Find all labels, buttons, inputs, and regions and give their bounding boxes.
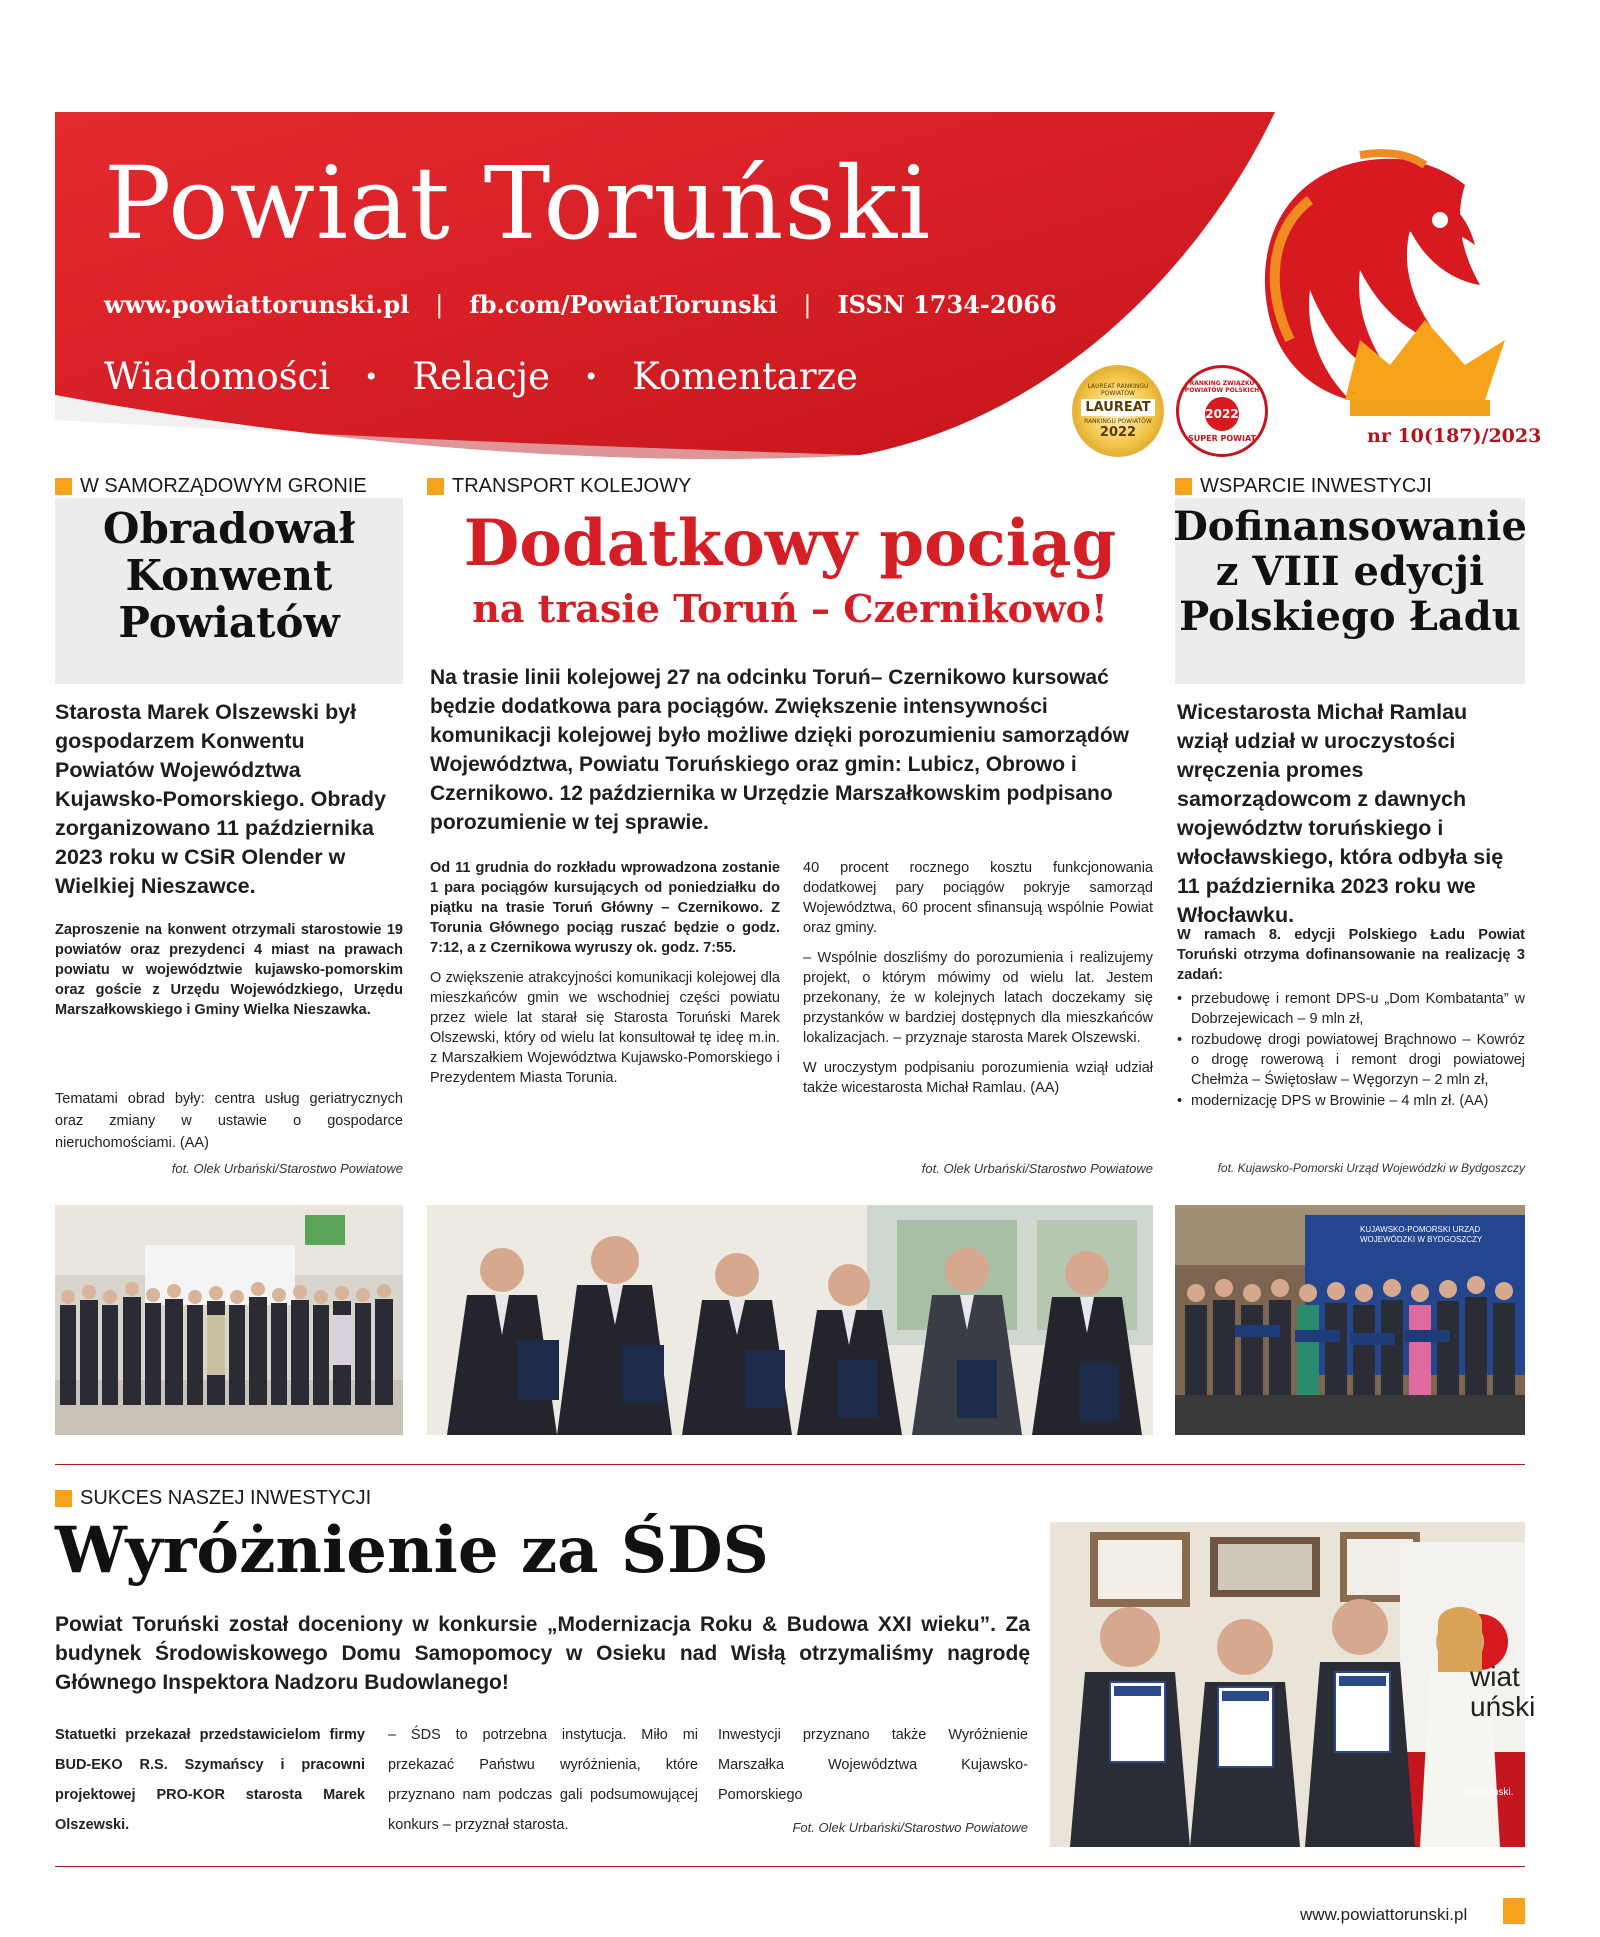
section-label-text: SUKCES NASZEJ INWESTYCJI (80, 1487, 372, 1509)
laureat-badge-label: LAUREAT (1081, 399, 1154, 416)
center-col2-p3: W uroczystym podpisaniu porozumienia wziął udział także wicestarosta Michał Ramlau. (AA) (803, 1060, 1153, 1096)
section-divider (55, 1464, 1525, 1465)
center-col1-p2: O zwiększenie atrakcyjności komunikacji kolejowej dla mieszkańców gmin we wschodniej części powiatu przez wiele lat starał się Starosta Toruński Marek Olszewski, który od wielu lat konsultował tę ideę m.in. z Marszałkiem Województwa Kujawsko-Pomorskiego i Prezydentem Miasta Torunia. (430, 970, 780, 1086)
headline-line: Konwent (125, 551, 333, 601)
headline-right (1170, 505, 1530, 639)
section-label-left (55, 475, 367, 498)
footer-website-link[interactable]: www.powiattorunski.pl (1300, 1905, 1468, 1924)
super-badge-year: 2022 (1205, 397, 1239, 431)
photo-ceremony (1175, 1205, 1525, 1435)
bottom-col-3: Inwestycji przyznano także Wyróżnienie Marszałka Województwa Kujawsko-Pomorskiego (718, 1727, 1028, 1803)
headline-bottom: Wyróżnienie za ŚDS (55, 1513, 769, 1588)
body-right-p1: W ramach 8. edycji Polskiego Ładu Powiat Toruński otrzyma dofinansowanie na realizację 3 zadań: (1177, 927, 1525, 983)
center-column-1 (430, 858, 780, 1098)
body-left-p2: Tematami obrad były: centra usług geriatrycznych oraz zmiany w ustawie o gospodarce nieruchomościami. (AA) (55, 1091, 403, 1151)
banner-url: iattorunski. (1465, 1787, 1514, 1798)
orange-square-icon (55, 1490, 72, 1507)
headline-line: Polskiego Ładu (1179, 592, 1521, 640)
bullet-separator: • (584, 362, 599, 391)
banner-text: wiat uński (1470, 1661, 1536, 1722)
photo-credit-left: fot. Olek Urbański/Starostwo Powiatowe (171, 1161, 403, 1176)
subheadline-center: na trasie Toruń – Czernikowo! (472, 586, 1108, 631)
orange-square-icon (1175, 478, 1192, 495)
headline-line: Powiatów (118, 598, 340, 648)
section-label-center (427, 475, 691, 498)
laureat-badge-sub: RANKINGU POWIATÓW (1084, 417, 1152, 425)
lead-right: Wicestarosta Michał Ramlau wziął udział w uroczystości wręczenia promes samorządowcom z dawnych województw toruńskiego i włocławskiego, która odbyła się 11 października 2023 roku we Włocławku. (1177, 700, 1504, 927)
website-link[interactable]: www.powiattorunski.pl (104, 290, 410, 319)
section-label-right (1175, 475, 1432, 498)
center-col1-p1: Od 11 grudnia do rozkładu wprowadzona zostanie 1 para pociągów kursujących od poniedziałku do piątku na trasie Toruń Główny – Czernikowo. Z Torunia Głównego pociąg ruszać będzie o godz. 7:12, a z Czernikowa wyruszy ok. godz. 7:55. (430, 860, 780, 956)
investment-list (1177, 989, 1525, 1111)
bottom-col-2: – ŚDS to potrzebna instytucja. Miło mi przekazać Państwu wyróżnienia, które przyznano nam podczas gali podsumowującej konkurs – przyznał starosta. (388, 1727, 698, 1833)
section-label-text: WSPARCIE INWESTYCJI (1200, 475, 1432, 497)
photo-convent (55, 1205, 403, 1435)
body-right (1177, 925, 1525, 1112)
photo-signing (427, 1205, 1153, 1435)
facebook-link[interactable]: fb.com/PowiatTorunski (469, 290, 778, 319)
headline-center: Dodatkowy pociąg (463, 506, 1117, 581)
eagle-logo (1265, 153, 1505, 416)
section-label-text: W SAMORZĄDOWYM GRONIE (80, 475, 367, 497)
section-label-text: TRANSPORT KOLEJOWY (452, 475, 692, 497)
section-label-bottom (55, 1487, 371, 1510)
headline-line: Dofinansowanie (1173, 503, 1527, 550)
super-badge-label: SUPER POWIAT (1187, 433, 1257, 443)
masthead-title: Powiat Toruński (104, 145, 932, 262)
list-item: • przebudowę i remont DPS-u „Dom Kombatanta” w Dobrzejewicach – 9 mln zł, (1177, 989, 1525, 1029)
center-column-2 (803, 858, 1153, 1108)
center-col2-p1: 40 procent rocznego kosztu funkcjonowania dodatkowej pary pociągów pokryje samorząd Województwa, 60 procent sfinansują wspólnie Powiat oraz gminy. (803, 860, 1153, 936)
lead-left: Starosta Marek Olszewski był gospodarzem Konwentu Powiatów Województwa Kujawsko-Pomorskiego. Obrady zorganizowano 11 października 2023 roku w CSiR Olender w Wielkiej Nieszawce. (55, 700, 386, 898)
laureat-badge-top: LAUREAT RANKINGU POWIATÓW (1087, 382, 1149, 397)
masthead-links (104, 290, 1057, 319)
headline-line: Obradował (102, 504, 356, 553)
headline-left (55, 505, 403, 646)
photo-credit-right: fot. Kujawsko-Pomorski Urząd Wojewódzki w Bydgoszczy (1217, 1161, 1525, 1175)
super-powiat-badge (1176, 365, 1268, 457)
photo-credit-center: fot. Olek Urbański/Starostwo Powiatowe (921, 1161, 1153, 1176)
bullet-separator: • (364, 362, 379, 391)
center-col2-p2: – Wspólnie doszliśmy do porozumienia i realizujemy projekt, o którym mówimy od wielu lat. Jestem przekonany, że w kolejnych latach doczekamy się przystanków w bardziej dostępnych dla mieszkańców lokalizacjach. – przyznaje starosta Marek Olszewski. (803, 950, 1153, 1046)
masthead (0, 0, 1600, 470)
separator: | (435, 290, 444, 319)
section-comments: Komentarze (632, 355, 858, 398)
orange-square-icon (427, 478, 444, 495)
orange-square-icon (1503, 1898, 1525, 1924)
separator: | (803, 290, 812, 319)
banner-text: KUJAWSKO-POMORSKI URZĄD WOJEWÓDZKI W BYDGOSZCZY (1360, 1225, 1483, 1244)
issue-number: nr 10(187)/2023 (1367, 425, 1542, 447)
orange-square-icon (55, 478, 72, 495)
photo-credit-bottom: Fot. Olek Urbański/Starostwo Powiatowe (792, 1820, 1028, 1835)
body-left-p1: Zaproszenie na konwent otrzymali starostowie 19 powiatów oraz prezydenci 4 miast na prawach powiatu w województwie kujawsko-pomorskim oraz goście z Urzędu Wojewódzkiego, Urzędu Marszałkowskiego i Gminy Wielka Nieszawka. (55, 922, 403, 1018)
headline-line: z VIII edycji (1215, 547, 1485, 595)
section-news: Wiadomości (104, 355, 331, 398)
footer-divider (55, 1866, 1525, 1867)
laureat-badge (1072, 365, 1164, 457)
section-reports: Relacje (412, 355, 551, 398)
issn: ISSN 1734-2066 (837, 290, 1057, 319)
lead-center: Na trasie linii kolejowej 27 na odcinku Toruń– Czernikowo kursować będzie dodatkowa para pociągów. Zwiększenie intensywności komunikacji kolejowej było możliwe dzięki porozumieniu samorządów Województwa, Powiatu Toruńskiego oraz gmin: Lubicz, Obrowo i Czernikowo. 12 października w Urzędzie Marszałkowskim podpisano porozumienie w tej sprawie. (430, 666, 1129, 834)
lead-bottom: Powiat Toruński został doceniony w konkursie „Modernizacja Roku & Budowa XXI wieku”. Za budynek Środowiskowego Domu Samopomocy w Osieku nad Wisłą otrzymaliśmy nagrodę Głównego Inspektora Nadzoru Budowlanego! (55, 1613, 1030, 1694)
photo-award (1050, 1522, 1536, 1847)
laureat-badge-year: 2022 (1099, 424, 1137, 440)
super-badge-top: RANKING ZWIĄZKU POWIATÓW POLSKICH (1184, 379, 1260, 394)
bottom-col-1: Statuetki przekazał przedstawicielom firmy BUD-EKO R.S. Szymańscy i pracowni projektowej PRO-KOR starosta Marek Olszewski. (55, 1727, 365, 1833)
list-item: • modernizację DPS w Browinie – 4 mln zł. (AA) (1177, 1091, 1525, 1111)
list-item: • rozbudowę drogi powiatowej Brąchnowo – Kowróz o drogę rowerową i remont drogi powiatowej Chełmża – Świętosław – Węgorzyn – 2 mln zł, (1177, 1030, 1525, 1090)
masthead-sections (104, 355, 858, 398)
